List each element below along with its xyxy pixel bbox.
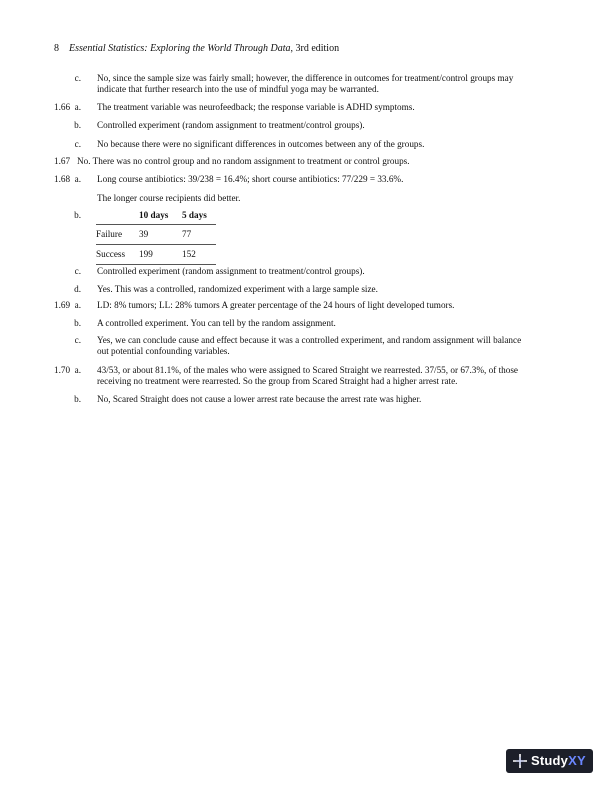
item-letter: b. [74,210,81,220]
item-text: LD: 8% tumors; LL: 28% tumors A greater percentage of the 24 hours of light developed tumors. [97,300,455,310]
item-letter: c. [74,139,81,149]
logo-text-main: Study [531,753,569,768]
column-header: 5 days [182,210,216,225]
item-letter: b. [74,318,81,328]
table-cell: 152 [182,245,216,265]
column-header: 10 days [139,210,182,225]
outcome-table [96,210,216,265]
row-label: Failure [96,225,139,245]
exercise-number: 1.69 [54,300,71,310]
item-text: Yes, we can conclude cause and effect because it was a controlled experiment, and random assignment will balance out potential confounding variables. [97,335,522,356]
item-letter: a. [74,365,81,375]
item-letter: c. [74,266,81,276]
table-cell: 77 [182,225,216,245]
item-letter: a. [74,174,81,184]
item-text: Yes. This was a controlled, randomized experiment with a large sample size. [97,284,378,294]
item-letter: b. [74,394,81,404]
item-letter: a. [74,300,81,310]
exercise-number: 1.68 [54,174,71,184]
logo-text [531,753,586,769]
item-text: Controlled experiment (random assignment to treatment/control groups). [97,266,365,276]
item-letter: b. [74,120,81,130]
item-letter: c. [74,73,81,83]
row-label: Success [96,245,139,265]
table-cell: 199 [139,245,182,265]
item-text: No, Scared Straight does not cause a lower arrest rate because the arrest rate was higher. [97,394,422,404]
item-letter: d. [74,284,81,294]
item-text: A controlled experiment. You can tell by the random assignment. [97,318,336,328]
item-text: No, since the sample size was fairly small; however, the difference in outcomes for treatment/control groups may indicate that further research into the use of mindful yoga may be warranted. [97,73,514,94]
data-table [96,210,216,265]
table-row [96,225,216,245]
exercise-number: 1.70 [54,365,71,375]
page-number: 8 [54,43,59,54]
logo-text-accent: XY [568,753,586,768]
table-row [96,245,216,265]
plus-cross-icon [513,754,527,768]
table-header-row [96,210,216,225]
edition: , 3rd edition [290,43,340,54]
studyxy-logo[interactable] [506,749,593,773]
item-text: No. There was no control group and no random assignment to treatment or control groups. [77,156,410,166]
exercise-number: 1.66 [54,102,71,112]
item-text: Long course antibiotics: 39/238 = 16.4%; short course antibiotics: 77/229 = 33.6%. [97,174,404,184]
book-title: Essential Statistics: Exploring the World Through Data [69,43,291,54]
item-text-continued: The longer course recipients did better. [97,193,241,203]
item-text: Controlled experiment (random assignment to treatment/control groups). [97,120,365,130]
item-text: The treatment variable was neurofeedback; the response variable is ADHD symptoms. [97,102,415,112]
table-cell: 39 [139,225,182,245]
item-text: No because there were no significant differences in outcomes between any of the groups. [97,139,425,149]
item-text: 43/53, or about 81.1%, of the males who were assigned to Scared Straight we rearrested. 37/55, or 67.3%, of those receiving no treatment were rearrested. So the group from Scared Straight had a higher arrest rate. [97,365,518,386]
item-letter: c. [74,335,81,345]
item-letter: a. [74,102,81,112]
exercise-number: 1.67 [54,156,71,166]
column-header [96,210,139,225]
